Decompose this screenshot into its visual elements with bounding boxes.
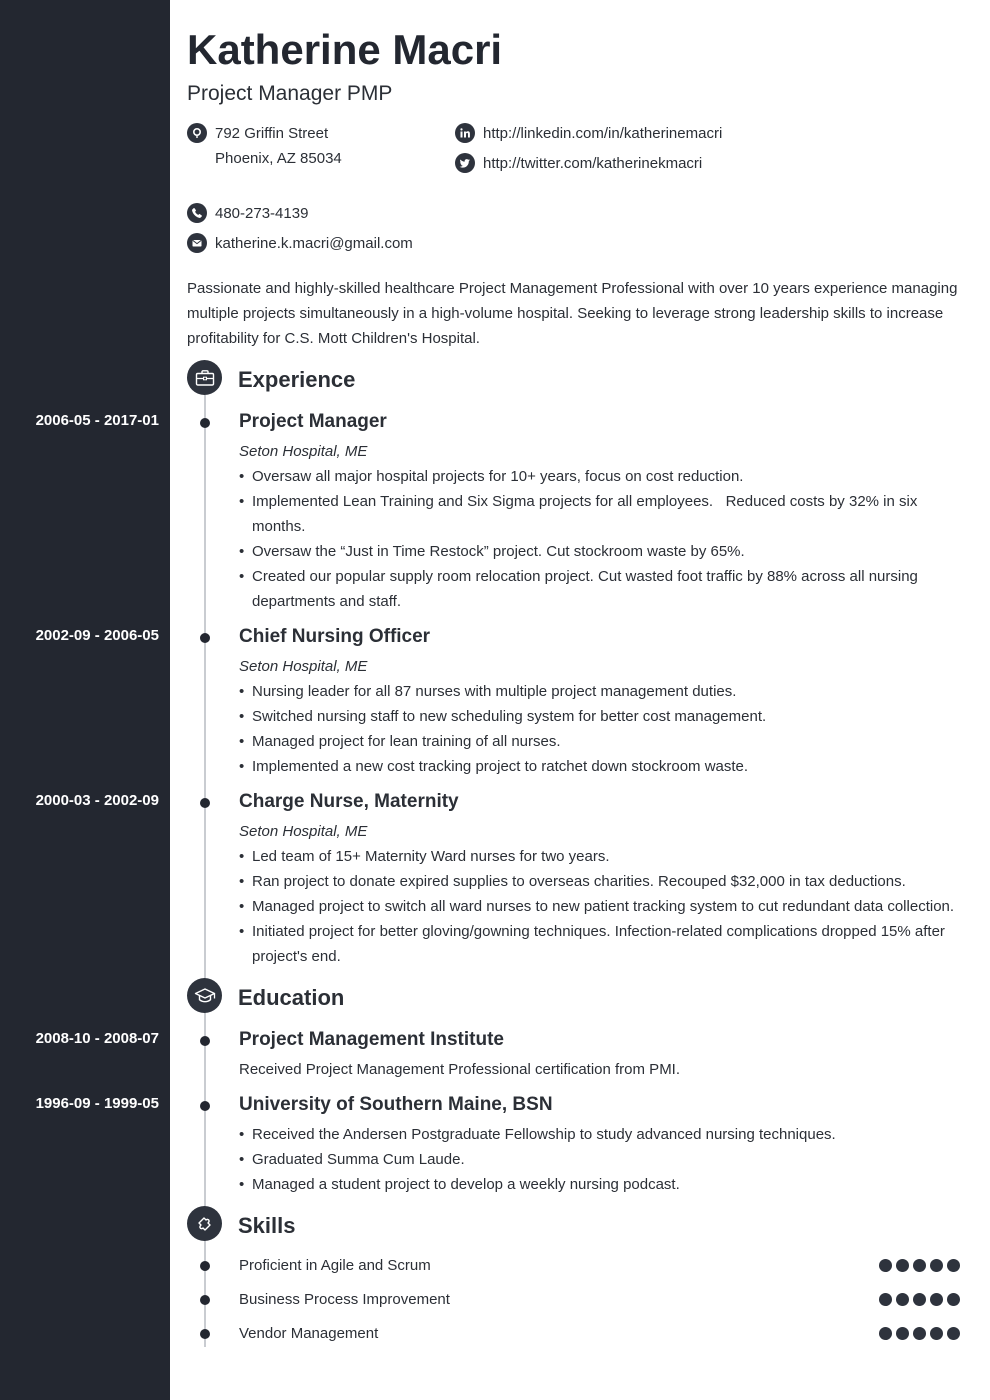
education-bullets	[239, 1122, 969, 1197]
rating-dot	[947, 1293, 960, 1306]
skill-rating	[879, 1327, 960, 1340]
candidate-name: Katherine Macri	[187, 26, 503, 73]
phone-number[interactable]: 480-273-4139	[215, 205, 309, 222]
skill-rating	[879, 1259, 960, 1272]
graduation-cap-icon	[187, 978, 222, 1013]
list-item: • Implemented a new cost tracking project to ratchet down stockroom waste.	[239, 754, 969, 779]
address-line-1: 792 Griffin Street	[215, 125, 329, 142]
candidate-title: Project Manager PMP	[187, 82, 393, 105]
rating-dot	[913, 1259, 926, 1272]
sidebar	[0, 0, 170, 1400]
list-item: • Ran project to donate expired supplies to overseas charities. Recouped $32,000 in tax deductions.	[239, 869, 969, 894]
rating-dot	[930, 1259, 943, 1272]
email-icon	[187, 233, 207, 253]
rating-dot	[913, 1327, 926, 1340]
skill-name: Business Process Improvement	[239, 1291, 450, 1308]
job-title: Chief Nursing Officer	[239, 626, 431, 647]
list-item: • Received the Andersen Postgraduate Fellowship to study advanced nursing techniques.	[239, 1122, 969, 1147]
list-item: • Oversaw all major hospital projects for 10+ years, focus on cost reduction.	[239, 464, 969, 489]
job-employer: Seton Hospital, ME	[239, 658, 368, 675]
education-dates: 2008-10 - 2008-07	[35, 1030, 159, 1047]
list-item: • Graduated Summa Cum Laude.	[239, 1147, 969, 1172]
job-bullets	[239, 679, 969, 779]
twitter-icon	[455, 153, 475, 173]
rating-dot	[896, 1327, 909, 1340]
timeline-dot	[200, 633, 210, 643]
email-address[interactable]: katherine.k.macri@gmail.com	[215, 235, 413, 252]
list-item: • Implemented Lean Training and Six Sigma projects for all employees. Reduced costs by 32% in six months.	[239, 489, 932, 539]
puzzle-icon	[187, 1206, 222, 1241]
rating-dot	[930, 1327, 943, 1340]
school-name: University of Southern Maine, BSN	[239, 1094, 553, 1115]
timeline-dot	[200, 1101, 210, 1111]
experience-heading: Experience	[238, 367, 356, 392]
job-dates: 2006-05 - 2017-01	[35, 412, 159, 429]
list-item: • Switched nursing staff to new scheduling system for better cost management.	[239, 704, 969, 729]
list-item: • Nursing leader for all 87 nurses with multiple project management duties.	[239, 679, 969, 704]
school-name: Project Management Institute	[239, 1029, 504, 1050]
education-heading: Education	[238, 985, 345, 1010]
address-line-2: Phoenix, AZ 85034	[215, 150, 342, 167]
phone-icon	[187, 203, 207, 223]
job-dates: 2000-03 - 2002-09	[35, 792, 159, 809]
job-bullets	[239, 464, 969, 614]
list-item: • Managed project to switch all ward nurses to new patient tracking system to cut redundant data collection.	[239, 894, 969, 919]
timeline-dot	[200, 1329, 210, 1339]
twitter-link[interactable]: http://twitter.com/katherinekmacri	[483, 155, 703, 172]
list-item: • Managed a student project to develop a weekly nursing podcast.	[239, 1172, 969, 1197]
rating-dot	[947, 1327, 960, 1340]
job-title: Project Manager	[239, 411, 387, 432]
timeline-dot	[200, 418, 210, 428]
skill-name: Vendor Management	[239, 1325, 379, 1342]
rating-dot	[913, 1293, 926, 1306]
profile-summary: Passionate and highly-skilled healthcare Project Management Professional with over 10 years experience managing multiple projects simultaneously in a high-volume hospital. Seeking to leverage strong leadership skills to increase profitability for C.S. Mott Children's Hospital.	[187, 280, 958, 347]
job-employer: Seton Hospital, ME	[239, 823, 368, 840]
briefcase-icon	[187, 360, 222, 395]
list-item: • Initiated project for better gloving/gowning techniques. Infection-related complications dropped 15% after project's end.	[239, 919, 967, 969]
timeline-line	[204, 395, 206, 1347]
skill-name: Proficient in Agile and Scrum	[239, 1257, 431, 1274]
job-employer: Seton Hospital, ME	[239, 443, 368, 460]
rating-dot	[930, 1293, 943, 1306]
skill-rating	[879, 1293, 960, 1306]
linkedin-link[interactable]: http://linkedin.com/in/katherinemacri	[483, 125, 723, 142]
linkedin-icon	[455, 123, 475, 143]
rating-dot	[879, 1327, 892, 1340]
rating-dot	[879, 1259, 892, 1272]
rating-dot	[879, 1293, 892, 1306]
list-item: • Led team of 15+ Maternity Ward nurses for two years.	[239, 844, 969, 869]
rating-dot	[896, 1259, 909, 1272]
timeline-dot	[200, 1261, 210, 1271]
job-title: Charge Nurse, Maternity	[239, 791, 459, 812]
education-dates: 1996-09 - 1999-05	[35, 1095, 159, 1112]
timeline-dot	[200, 1036, 210, 1046]
job-dates: 2002-09 - 2006-05	[35, 627, 159, 644]
timeline-dot	[200, 798, 210, 808]
rating-dot	[896, 1293, 909, 1306]
skills-heading: Skills	[238, 1213, 296, 1238]
job-bullets	[239, 844, 969, 969]
location-pin-icon	[187, 123, 207, 143]
list-item: • Oversaw the “Just in Time Restock” project. Cut stockroom waste by 65%.	[239, 539, 969, 564]
list-item: • Managed project for lean training of all nurses.	[239, 729, 969, 754]
timeline-dot	[200, 1295, 210, 1305]
list-item: • Created our popular supply room relocation project. Cut wasted foot traffic by 88% across all nursing departments and staff.	[239, 564, 942, 614]
rating-dot	[947, 1259, 960, 1272]
education-description: Received Project Management Professional certification from PMI.	[239, 1061, 681, 1078]
